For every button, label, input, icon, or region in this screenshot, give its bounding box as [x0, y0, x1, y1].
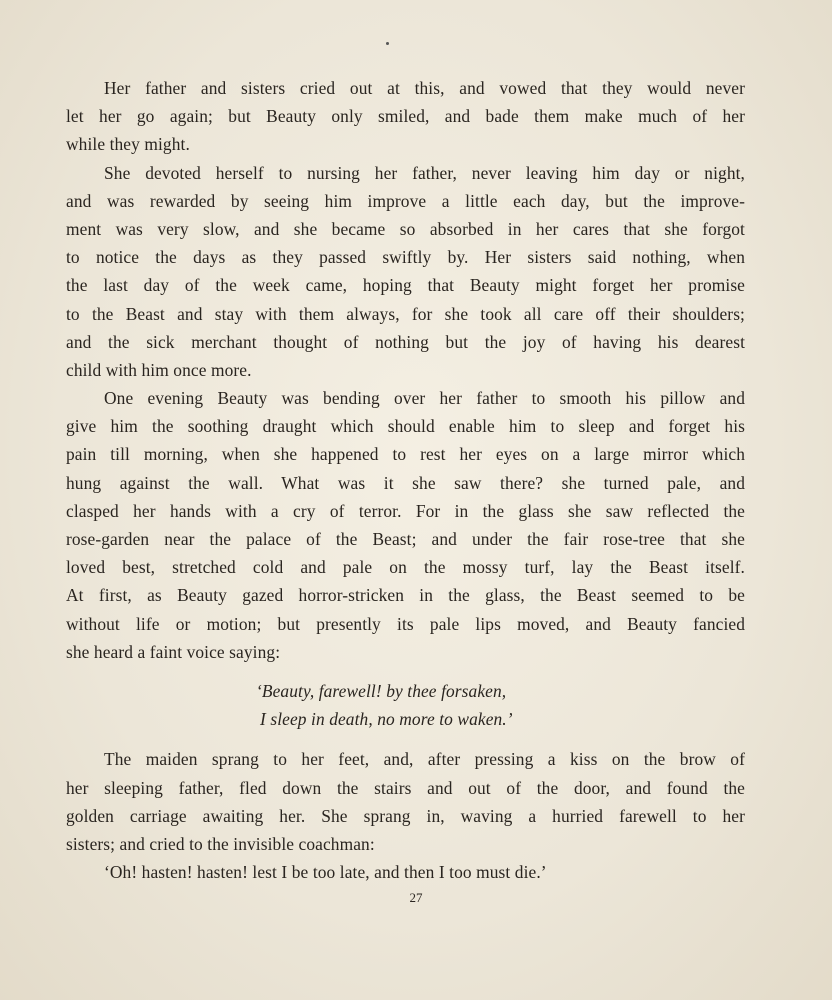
page-number: 27 — [409, 890, 423, 905]
text-line: At first, as Beauty gazed horror-stricken in the glass, the Beast seemed to be — [66, 585, 745, 606]
text-line: loved best, stretched cold and pale on the mossy turf, lay the Beast itself. — [66, 557, 745, 578]
text-line: give him the soothing draught which should enable him to sleep and forget his — [66, 416, 745, 437]
text-line: while they might. — [66, 134, 190, 155]
verse-quote — [66, 677, 745, 733]
text-line: rose-garden near the palace of the Beast; and under the fair rose-tree that she — [66, 529, 745, 549]
text-line: She devoted herself to nursing her father, never leaving him day or night, — [104, 162, 745, 183]
text-line: golden carriage awaiting her. She sprang in, waving a hurried farewell to her — [66, 805, 745, 826]
paragraph — [66, 74, 745, 159]
text-line: without life or motion; but presently its pale lips moved, and Beauty fancied — [66, 613, 745, 634]
text-line: the last day of the week came, hoping that Beauty might forget her promise — [66, 275, 745, 296]
text-line: child with him once more. — [66, 359, 252, 380]
text-line: One evening Beauty was bending over her father to smooth his pillow and — [104, 388, 745, 409]
text-line: and the sick merchant thought of nothing but the joy of having his dearest — [66, 331, 745, 352]
text-line: to notice the days as they passed swiftly by. Her sisters said nothing, when — [66, 247, 745, 268]
text-line: sisters; and cried to the invisible coachman: — [66, 833, 375, 854]
text-line: and was rewarded by seeing him improve a little each day, but the improve- — [66, 190, 745, 211]
verse-line: ‘Beauty, farewell! by thee forsaken, — [256, 680, 507, 701]
text-line: let her go again; but Beauty only smiled, and bade them make much of her — [66, 106, 745, 127]
text-line: pain till morning, when she happened to rest her eyes on a large mirror which — [66, 444, 745, 465]
verse-line: I sleep in death, no more to waken.’ — [260, 709, 513, 730]
text-line: she heard a faint voice saying: — [66, 641, 281, 662]
text-line: ‘Oh! hasten! hasten! lest I be too late, and then I too must die.’ — [104, 862, 547, 883]
text-line: her sleeping father, fled down the stairs and out of the door, and found the — [66, 777, 745, 798]
printer-mark — [386, 42, 389, 45]
text-line: hung against the wall. What was it she saw there? she turned pale, and — [66, 472, 745, 493]
paragraph — [66, 384, 745, 666]
text-line: clasped her hands with a cry of terror. For in the glass she saw reflected the — [66, 500, 745, 521]
paragraph — [66, 745, 745, 858]
text-line: ment was very slow, and she became so absorbed in her cares that she forgot — [66, 218, 745, 239]
paragraph — [66, 858, 745, 886]
body-text — [66, 74, 745, 886]
text-line: The maiden sprang to her feet, and, after pressing a kiss on the brow of — [104, 749, 745, 770]
text-line: to the Beast and stay with them always, for she took all care off their shoulders; — [66, 303, 745, 324]
text-line: Her father and sisters cried out at this, and vowed that they would never — [104, 78, 745, 98]
paragraph — [66, 159, 745, 385]
